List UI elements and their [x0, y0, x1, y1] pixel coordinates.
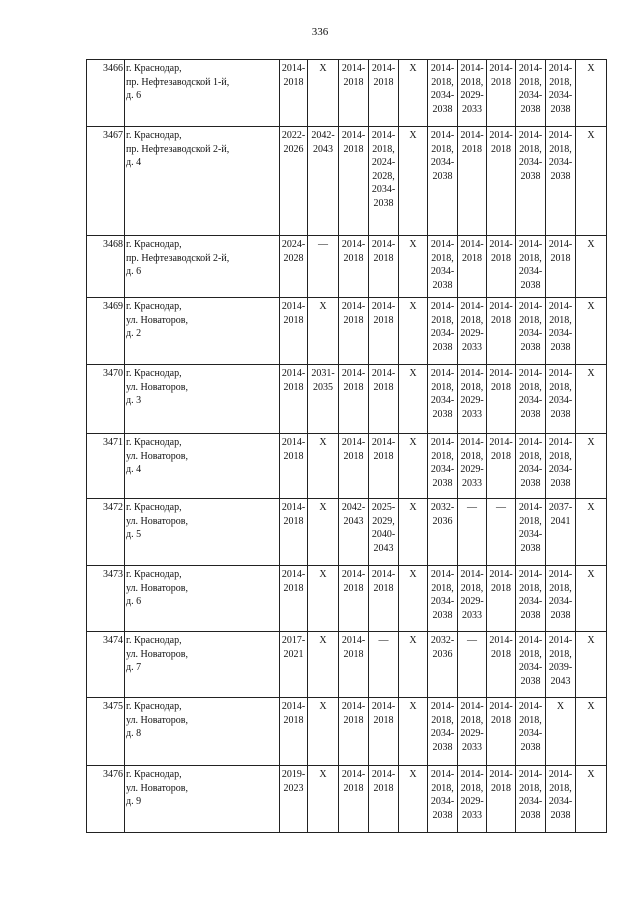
period-cell: 2014- 2018, 2034- 2038 — [546, 566, 576, 632]
period-cell: Х — [576, 127, 607, 236]
address-cell — [125, 236, 280, 298]
address-line: г. Краснодар, — [126, 63, 182, 74]
period-cell: Х — [308, 698, 339, 766]
address-line: г. Краснодар, — [126, 569, 182, 580]
period-cell: 2014- 2018, 2029- 2033 — [458, 698, 487, 766]
address-line: д. 8 — [126, 728, 142, 739]
period-cell: 2014- 2018, 2034- 2038 — [516, 632, 546, 698]
period-cell: — — [308, 236, 339, 298]
period-cell: 2014- 2018 — [339, 298, 369, 365]
period-cell: Х — [399, 60, 428, 127]
period-cell: 2014- 2018, 2034- 2038 — [428, 60, 458, 127]
period-cell: 2032- 2036 — [428, 499, 458, 566]
period-cell: 2014- 2018, 2029- 2033 — [458, 566, 487, 632]
period-cell: Х — [399, 698, 428, 766]
period-cell: 2014- 2018 — [458, 236, 487, 298]
period-cell: Х — [308, 566, 339, 632]
address-line: г. Краснодар, — [126, 502, 182, 513]
period-cell: Х — [546, 698, 576, 766]
table-row — [87, 298, 607, 365]
period-cell: 2014- 2018 — [487, 698, 516, 766]
period-cell: Х — [576, 766, 607, 833]
period-cell: 2014- 2018 — [280, 365, 308, 434]
period-cell: 2014- 2018, 2029- 2033 — [458, 298, 487, 365]
address-line: г. Краснодар, — [126, 701, 182, 712]
row-number: 3473 — [87, 566, 125, 632]
period-cell: Х — [308, 499, 339, 566]
period-cell: 2014- 2018 — [369, 365, 399, 434]
table-row — [87, 499, 607, 566]
address-line: д. 2 — [126, 328, 142, 339]
row-number: 3466 — [87, 60, 125, 127]
repair-schedule-table — [86, 59, 607, 833]
period-cell: 2014- 2018 — [339, 365, 369, 434]
period-cell: 2014- 2018, 2034- 2038 — [428, 766, 458, 833]
row-number: 3475 — [87, 698, 125, 766]
address-line: г. Краснодар, — [126, 130, 182, 141]
period-cell: 2032- 2036 — [428, 632, 458, 698]
address-cell — [125, 566, 280, 632]
period-cell: 2014- 2018, 2039- 2043 — [546, 632, 576, 698]
period-cell: 2014- 2018 — [369, 566, 399, 632]
table-row — [87, 566, 607, 632]
period-cell: Х — [399, 766, 428, 833]
row-number: 3467 — [87, 127, 125, 236]
period-cell: 2014- 2018, 2034- 2038 — [546, 298, 576, 365]
address-line: пр. Нефтезаводской 2-й, — [126, 252, 230, 264]
address-line: ул. Новаторов, — [126, 582, 189, 594]
table-row — [87, 434, 607, 499]
address-line: г. Краснодар, — [126, 437, 182, 448]
period-cell: 2014- 2018, 2034- 2038 — [516, 365, 546, 434]
period-cell: 2017- 2021 — [280, 632, 308, 698]
period-cell: 2014- 2018 — [369, 766, 399, 833]
row-number: 3469 — [87, 298, 125, 365]
period-cell: 2014- 2018, 2034- 2038 — [516, 499, 546, 566]
period-cell: 2014- 2018, 2034- 2038 — [428, 365, 458, 434]
period-cell: 2014- 2018, 2034- 2038 — [428, 298, 458, 365]
period-cell: 2014- 2018, 2034- 2038 — [546, 127, 576, 236]
period-cell: 2014- 2018 — [339, 698, 369, 766]
address-cell — [125, 698, 280, 766]
address-cell — [125, 298, 280, 365]
address-line: д. 7 — [126, 662, 142, 673]
period-cell: 2014- 2018 — [369, 698, 399, 766]
table-row — [87, 365, 607, 434]
period-cell: Х — [399, 298, 428, 365]
period-cell: 2014- 2018 — [487, 60, 516, 127]
period-cell: 2014- 2018, 2034- 2038 — [516, 434, 546, 499]
period-cell: Х — [576, 298, 607, 365]
table-row — [87, 766, 607, 833]
period-cell: 2014- 2018 — [487, 298, 516, 365]
period-cell: 2014- 2018, 2034- 2038 — [428, 127, 458, 236]
period-cell: Х — [308, 60, 339, 127]
period-cell: 2014- 2018 — [487, 566, 516, 632]
period-cell: 2014- 2018 — [487, 236, 516, 298]
period-cell: Х — [576, 632, 607, 698]
table-row — [87, 236, 607, 298]
period-cell: 2014- 2018 — [339, 766, 369, 833]
table-row — [87, 60, 607, 127]
period-cell: Х — [399, 236, 428, 298]
period-cell: 2014- 2018 — [280, 566, 308, 632]
period-cell: 2014- 2018, 2034- 2038 — [516, 127, 546, 236]
address-cell — [125, 60, 280, 127]
period-cell: 2042- 2043 — [339, 499, 369, 566]
period-cell: 2014- 2018 — [487, 434, 516, 499]
address-line: д. 5 — [126, 529, 142, 540]
period-cell: Х — [576, 698, 607, 766]
period-cell: 2014- 2018, 2034- 2038 — [516, 60, 546, 127]
period-cell: Х — [308, 766, 339, 833]
period-cell: 2025- 2029, 2040- 2043 — [369, 499, 399, 566]
period-cell: Х — [399, 365, 428, 434]
address-line: ул. Новаторов, — [126, 714, 189, 726]
period-cell: 2014- 2018 — [280, 499, 308, 566]
period-cell: 2014- 2018, 2034- 2038 — [546, 766, 576, 833]
address-line: ул. Новаторов, — [126, 381, 189, 393]
address-line: г. Краснодар, — [126, 769, 182, 780]
period-cell: Х — [576, 236, 607, 298]
period-cell: 2014- 2018 — [369, 236, 399, 298]
row-number: 3471 — [87, 434, 125, 499]
period-cell: Х — [399, 499, 428, 566]
address-line: г. Краснодар, — [126, 368, 182, 379]
period-cell: — — [458, 499, 487, 566]
address-cell — [125, 632, 280, 698]
period-cell: Х — [399, 127, 428, 236]
address-cell — [125, 499, 280, 566]
table-row — [87, 127, 607, 236]
period-cell: Х — [399, 632, 428, 698]
period-cell: — — [487, 499, 516, 566]
period-cell: 2014- 2018 — [339, 434, 369, 499]
address-line: д. 9 — [126, 796, 142, 807]
address-line: д. 6 — [126, 90, 142, 101]
period-cell: 2014- 2018 — [280, 434, 308, 499]
period-cell: 2014- 2018 — [339, 632, 369, 698]
row-number: 3468 — [87, 236, 125, 298]
period-cell: 2014- 2018 — [458, 127, 487, 236]
period-cell: 2014- 2018, 2034- 2038 — [516, 698, 546, 766]
period-cell: 2014- 2018 — [280, 60, 308, 127]
address-line: пр. Нефтезаводской 2-й, — [126, 143, 230, 155]
period-cell: Х — [576, 499, 607, 566]
address-line: д. 6 — [126, 596, 142, 607]
address-line: ул. Новаторов, — [126, 314, 189, 326]
period-cell: — — [458, 632, 487, 698]
period-cell: Х — [308, 434, 339, 499]
address-line: д. 4 — [126, 464, 142, 475]
period-cell: 2014- 2018, 2034- 2038 — [546, 60, 576, 127]
period-cell: 2014- 2018 — [339, 60, 369, 127]
page-number: 336 — [311, 26, 329, 38]
address-line: г. Краснодар, — [126, 635, 182, 646]
address-line: д. 4 — [126, 157, 142, 168]
period-cell: 2014- 2018, 2034- 2038 — [516, 766, 546, 833]
period-cell: 2014- 2018 — [339, 566, 369, 632]
row-number: 3472 — [87, 499, 125, 566]
period-cell: 2014- 2018, 2034- 2038 — [428, 566, 458, 632]
table-row — [87, 698, 607, 766]
period-cell: Х — [399, 566, 428, 632]
address-line: ул. Новаторов, — [126, 450, 189, 462]
period-cell: 2037- 2041 — [546, 499, 576, 566]
address-line: ул. Новаторов, — [126, 648, 189, 660]
period-cell: 2014- 2018, 2029- 2033 — [458, 365, 487, 434]
table-row — [87, 632, 607, 698]
address-cell — [125, 365, 280, 434]
period-cell: 2019- 2023 — [280, 766, 308, 833]
period-cell: 2024- 2028 — [280, 236, 308, 298]
period-cell: 2014- 2018, 2024- 2028, 2034- 2038 — [369, 127, 399, 236]
period-cell: Х — [308, 298, 339, 365]
period-cell: 2022- 2026 — [280, 127, 308, 236]
period-cell: 2014- 2018 — [487, 365, 516, 434]
period-cell: 2014- 2018, 2034- 2038 — [546, 434, 576, 499]
period-cell: 2014- 2018 — [487, 766, 516, 833]
address-line: г. Краснодар, — [126, 301, 182, 312]
period-cell: 2014- 2018, 2034- 2038 — [428, 434, 458, 499]
period-cell: 2014- 2018, 2034- 2038 — [516, 236, 546, 298]
period-cell: 2014- 2018 — [369, 298, 399, 365]
address-cell — [125, 766, 280, 833]
period-cell: 2014- 2018, 2029- 2033 — [458, 60, 487, 127]
period-cell: 2014- 2018, 2034- 2038 — [428, 698, 458, 766]
period-cell: 2014- 2018 — [369, 60, 399, 127]
period-cell: 2014- 2018, 2034- 2038 — [428, 236, 458, 298]
period-cell: 2031- 2035 — [308, 365, 339, 434]
period-cell: Х — [576, 365, 607, 434]
period-cell: Х — [576, 60, 607, 127]
period-cell: 2014- 2018 — [487, 632, 516, 698]
period-cell: 2014- 2018, 2029- 2033 — [458, 434, 487, 499]
address-line: пр. Нефтезаводской 1-й, — [126, 76, 230, 88]
address-cell — [125, 434, 280, 499]
row-number: 3476 — [87, 766, 125, 833]
period-cell: 2042- 2043 — [308, 127, 339, 236]
period-cell: 2014- 2018 — [280, 298, 308, 365]
period-cell: — — [369, 632, 399, 698]
period-cell: 2014- 2018 — [546, 236, 576, 298]
period-cell: Х — [399, 434, 428, 499]
address-line: ул. Новаторов, — [126, 782, 189, 794]
period-cell: 2014- 2018 — [487, 127, 516, 236]
period-cell: 2014- 2018, 2029- 2033 — [458, 766, 487, 833]
period-cell: Х — [308, 632, 339, 698]
period-cell: 2014- 2018 — [280, 698, 308, 766]
period-cell: 2014- 2018, 2034- 2038 — [516, 298, 546, 365]
address-line: д. 3 — [126, 395, 142, 406]
period-cell: 2014- 2018 — [369, 434, 399, 499]
period-cell: Х — [576, 434, 607, 499]
period-cell: 2014- 2018, 2034- 2038 — [516, 566, 546, 632]
period-cell: 2014- 2018 — [339, 236, 369, 298]
address-line: г. Краснодар, — [126, 239, 182, 250]
period-cell: Х — [576, 566, 607, 632]
row-number: 3474 — [87, 632, 125, 698]
row-number: 3470 — [87, 365, 125, 434]
address-cell — [125, 127, 280, 236]
period-cell: 2014- 2018, 2034- 2038 — [546, 365, 576, 434]
period-cell: 2014- 2018 — [339, 127, 369, 236]
address-line: д. 6 — [126, 266, 142, 277]
address-line: ул. Новаторов, — [126, 515, 189, 527]
